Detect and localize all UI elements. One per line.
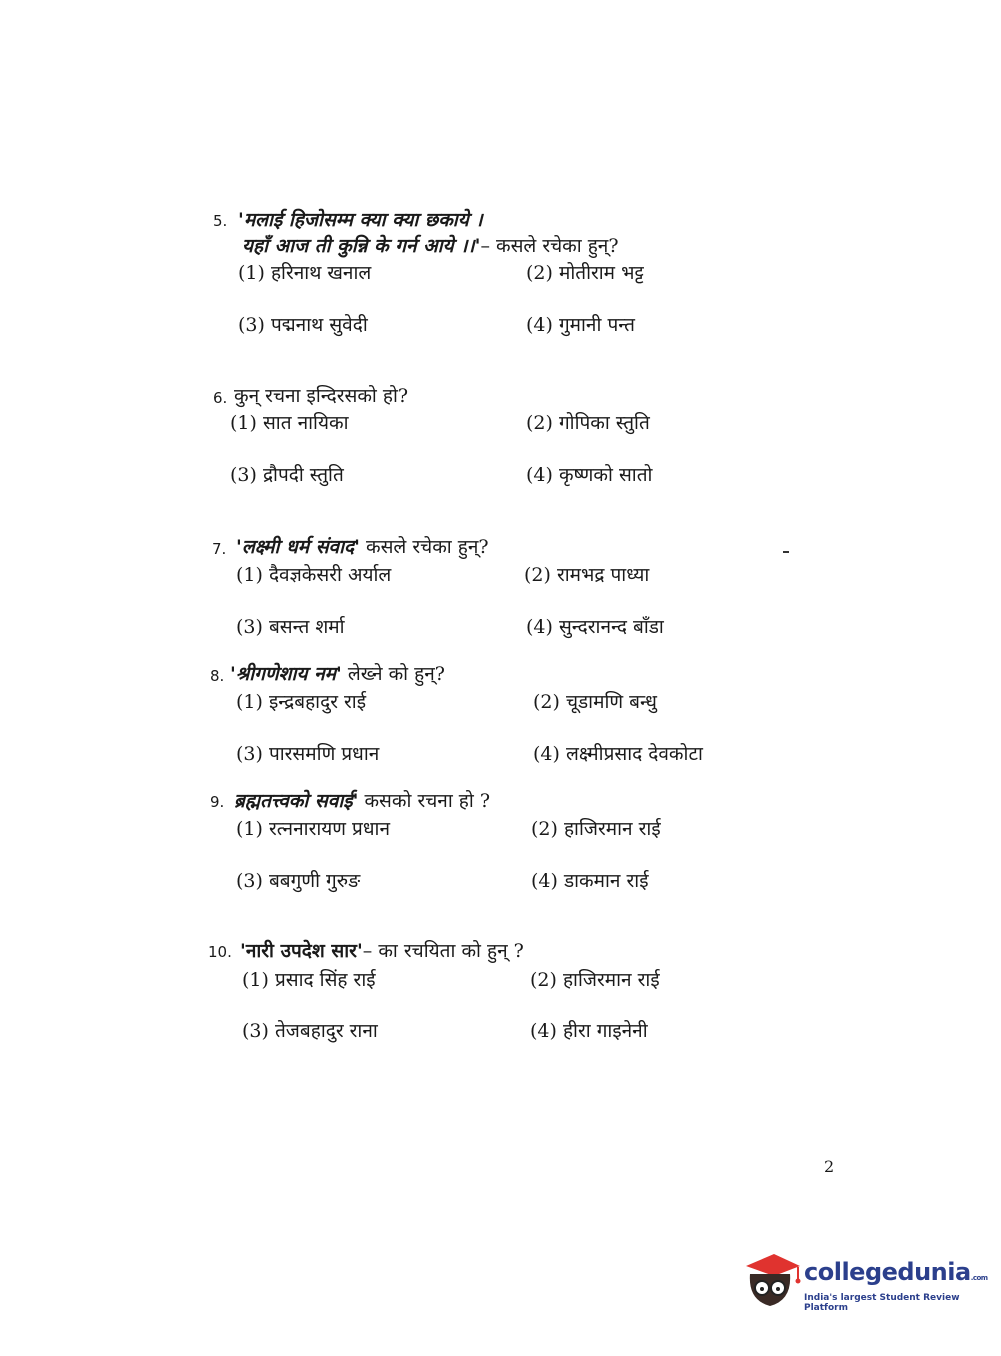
question-number: 9. [210, 793, 225, 811]
option-4: (4) सुन्दरानन्द बाँडा [526, 616, 664, 638]
option-1: (1) दैवज्ञकेसरी अर्याल [236, 564, 392, 586]
option-2: (2) मोतीराम भट्ट [526, 262, 644, 284]
option-1: (1) हरिनाथ खनाल [238, 262, 372, 284]
logo-tagline: India's largest Student Review Platform [804, 1293, 960, 1313]
question-number: 8. [210, 667, 225, 685]
option-3: (3) द्रौपदी स्तुति [230, 464, 344, 486]
option-4: (4) हीरा गाइनेनी [530, 1020, 648, 1042]
option-4: (4) कृष्णको सातो [526, 464, 653, 486]
option-2: (2) हाजिरमान राई [530, 969, 660, 991]
question-stem: 'नारी उपदेश सार'– का रचयिता को हुन् ? [240, 940, 524, 962]
question-number: 10. [208, 943, 232, 961]
stray-mark [783, 551, 789, 553]
question-stem: 'लक्ष्मी धर्म संवाद' कसले रचेका हुन्? [236, 536, 489, 558]
option-4: (4) लक्ष्मीप्रसाद देवकोटा [533, 743, 703, 765]
option-2: (2) रामभद्र पाध्या [524, 564, 650, 586]
question-stem: ब्रह्मतत्त्वको सवाई' कसको रचना हो ? [234, 790, 491, 812]
option-3: (3) पद्मनाथ सुवेदी [238, 314, 368, 336]
student-mascot-icon [740, 1248, 802, 1314]
question-stem-line-2: यहाँ आज ती कुन्नि के गर्न आये ।।'– कसले रचेका हुन्? [242, 235, 619, 257]
option-1: (1) रत्ननारायण प्रधान [236, 818, 391, 840]
question-stem: 'श्रीगणेशाय नम' लेख्ने को हुन्? [230, 663, 445, 685]
option-1: (1) प्रसाद सिंह राई [242, 969, 376, 991]
option-1: (1) इन्द्रबहादुर राई [236, 691, 367, 713]
page-number: 2 [824, 1157, 835, 1176]
question-number: 6. [213, 389, 228, 407]
collegedunia-logo [740, 1248, 988, 1318]
option-2: (2) चूडामणि बन्धु [533, 691, 657, 713]
option-4: (4) डाकमान राई [531, 870, 649, 892]
question-stem: कुन् रचना इन्दिरसको हो? [234, 385, 409, 407]
logo-wordmark: collegedunia.com [804, 1258, 988, 1286]
option-3: (3) बसन्त शर्मा [236, 616, 345, 638]
option-3: (3) पारसमणि प्रधान [236, 743, 380, 765]
question-number: 5. [213, 212, 228, 230]
option-4: (4) गुमानी पन्त [526, 314, 635, 336]
option-3: (3) बबगुणी गुरुङ [236, 870, 361, 892]
option-2: (2) गोपिका स्तुति [526, 412, 650, 434]
option-3: (3) तेजबहादुर राना [242, 1020, 378, 1042]
option-1: (1) सात नायिका [230, 412, 349, 434]
option-2: (2) हाजिरमान राई [531, 818, 661, 840]
question-stem-line-1: 'मलाई हिजोसम्म क्या क्या छकाये । [238, 209, 483, 231]
question-number: 7. [212, 540, 227, 558]
